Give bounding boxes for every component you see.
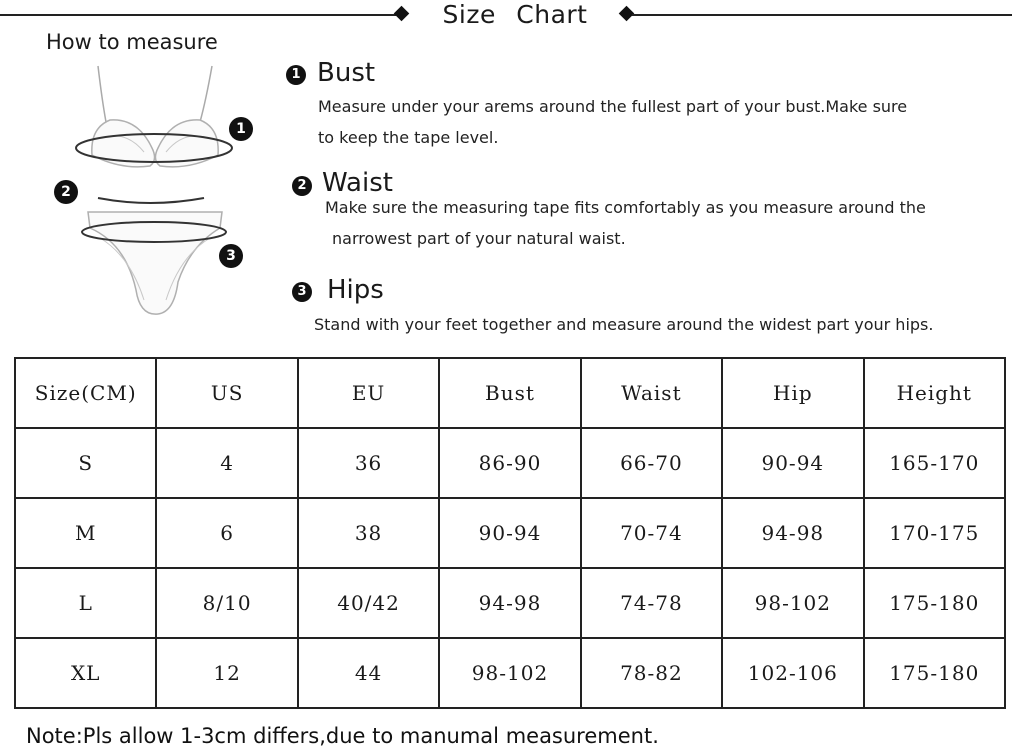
section-text-bust-line-1: Measure under your arems around the fullest part of your bust.Make sure (318, 97, 908, 116)
table-row (15, 638, 1005, 708)
cell-hip: 90-94 (722, 428, 863, 498)
cell-size: M (15, 498, 156, 568)
how-to-measure-title: How to measure (46, 30, 218, 54)
cell-bust: 94-98 (439, 568, 580, 638)
column-header-bust: Bust (439, 358, 580, 428)
column-header-eu: EU (298, 358, 439, 428)
section-text-bust-line-2: to keep the tape level. (318, 128, 499, 147)
column-header-height: Height (864, 358, 1005, 428)
cell-waist: 78-82 (581, 638, 722, 708)
marker-2-icon: 2 (54, 180, 78, 204)
size-chart-table (14, 357, 1006, 709)
cell-hip: 102-106 (722, 638, 863, 708)
cell-us: 6 (156, 498, 297, 568)
cell-size: S (15, 428, 156, 498)
cell-eu: 36 (298, 428, 439, 498)
section-3-number-icon: 3 (292, 282, 312, 302)
cell-waist: 70-74 (581, 498, 722, 568)
table-row (15, 568, 1005, 638)
section-text-waist-line-2: narrowest part of your natural waist. (332, 229, 626, 248)
column-header-us: US (156, 358, 297, 428)
section-title-bust: Bust (317, 58, 376, 88)
section-2-number-icon: 2 (292, 176, 312, 196)
column-header-size: Size(CM) (15, 358, 156, 428)
table-row (15, 498, 1005, 568)
section-text-hips-line-1: Stand with your feet together and measure around the widest part your hips. (314, 315, 934, 334)
measurement-note: Note:Pls allow 1-3cm differs,due to manumal measurement. (26, 724, 659, 748)
cell-height: 170-175 (864, 498, 1005, 568)
cell-hip: 94-98 (722, 498, 863, 568)
header-divider-right (632, 14, 1012, 16)
cell-height: 165-170 (864, 428, 1005, 498)
cell-bust: 90-94 (439, 498, 580, 568)
section-text-waist-line-1: Make sure the measuring tape fits comfortably as you measure around the (325, 198, 926, 217)
cell-waist: 74-78 (581, 568, 722, 638)
cell-hip: 98-102 (722, 568, 863, 638)
cell-us: 8/10 (156, 568, 297, 638)
section-1-number-icon: 1 (286, 65, 306, 85)
cell-waist: 66-70 (581, 428, 722, 498)
marker-1-icon: 1 (229, 117, 253, 141)
column-header-hip: Hip (722, 358, 863, 428)
cell-size: L (15, 568, 156, 638)
cell-height: 175-180 (864, 568, 1005, 638)
cell-bust: 86-90 (439, 428, 580, 498)
cell-eu: 38 (298, 498, 439, 568)
cell-bust: 98-102 (439, 638, 580, 708)
cell-eu: 44 (298, 638, 439, 708)
table-header-row (15, 358, 1005, 428)
diamond-icon (394, 6, 410, 22)
cell-height: 175-180 (864, 638, 1005, 708)
cell-eu: 40/42 (298, 568, 439, 638)
cell-size: XL (15, 638, 156, 708)
column-header-waist: Waist (581, 358, 722, 428)
section-title-hips: Hips (327, 275, 384, 305)
table-row (15, 428, 1005, 498)
page-title: Size Chart (442, 0, 588, 29)
cell-us: 4 (156, 428, 297, 498)
section-title-waist: Waist (322, 168, 393, 198)
cell-us: 12 (156, 638, 297, 708)
marker-3-icon: 3 (219, 244, 243, 268)
header-divider-left (0, 14, 396, 16)
